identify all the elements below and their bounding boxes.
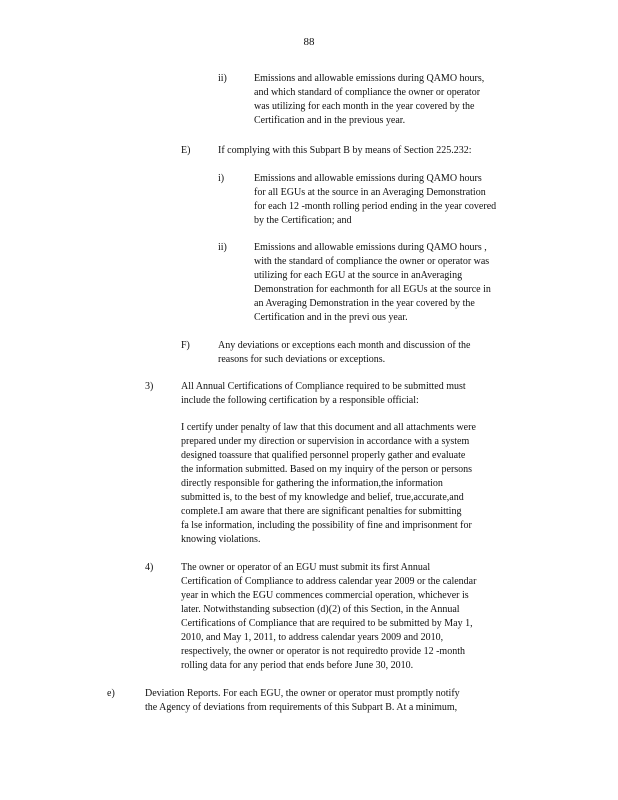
text-line: include the following certification by a responsible official:	[181, 395, 419, 406]
text-line: the information submitted. Based on my inquiry of the person or persons	[181, 464, 473, 475]
text-line: Deviation Reports. For each EGU, the owner or operator must promptly notify	[145, 688, 460, 699]
item-marker: ii)	[218, 73, 227, 84]
text-line: directly responsible for gathering the information,the information	[181, 478, 443, 489]
item-text	[181, 380, 526, 408]
text-line: reasons for such deviations or exceptions.	[218, 354, 386, 365]
text-line: If complying with this Subpart B by means of Section 225.232:	[218, 145, 472, 156]
item-marker: E)	[181, 145, 191, 156]
text-line: with the standard of compliance the owner or operator was	[254, 256, 490, 267]
item-text	[181, 561, 531, 673]
text-line: utilizing for each EGU at the source in anAveraging	[254, 270, 463, 281]
item-marker: 4)	[145, 562, 154, 573]
certification-statement	[181, 421, 531, 547]
text-line: by the Certification; and	[254, 215, 352, 226]
text-line: Demonstration for eachmonth for all EGUs at the source in	[254, 284, 491, 295]
text-line: respectively, the owner or operator is not requiredto provide 12 -month	[181, 646, 465, 657]
text-line: designed toassure that qualified personnel properly gather and evaluate	[181, 450, 466, 461]
text-line: Certification and in the previ ous year.	[254, 312, 408, 323]
item-text	[254, 241, 540, 325]
text-line: 2010, and May 1, 2011, to address calendar years 2009 and 2010,	[181, 632, 444, 643]
text-line: the Agency of deviations from requirements of this Subpart B. At a minimum,	[145, 702, 458, 713]
text-line: Certification and in the previous year.	[254, 115, 406, 126]
text-line: for all EGUs at the source in an Averaging Demonstration	[254, 187, 486, 198]
text-line: I certify under penalty of law that this document and all attachments were	[181, 422, 476, 433]
item-marker: e)	[107, 688, 115, 699]
item-marker: i)	[218, 173, 225, 184]
text-line: Emissions and allowable emissions during QAMO hours	[254, 173, 482, 184]
text-line: year in which the EGU commences commercial operation, whichever is	[181, 590, 469, 601]
item-text	[218, 339, 524, 367]
item-marker: F)	[181, 340, 190, 351]
text-line: for each 12 -month rolling period ending in the year covered	[254, 201, 497, 212]
item-text	[145, 687, 525, 715]
text-line: Certifications of Compliance that are required to be submitted by May 1,	[181, 618, 473, 629]
text-line: was utilizing for each month in the year covered by the	[254, 101, 475, 112]
text-line: Any deviations or exceptions each month and discussion of the	[218, 340, 471, 351]
text-line: The owner or operator of an EGU must submit its first Annual	[181, 562, 431, 573]
item-text	[218, 144, 528, 158]
text-line: rolling data for any period that ends before June 30, 2010.	[181, 660, 414, 671]
text-line: submitted is, to the best of my knowledge and belief, true,accurate,and	[181, 492, 464, 503]
text-line: Emissions and allowable emissions during QAMO hours,	[254, 73, 485, 84]
text-line: Certification of Compliance to address calendar year 2009 or the calendar	[181, 576, 477, 587]
text-line: complete.I am aware that there are significant penalties for submitting	[181, 506, 462, 517]
item-marker: ii)	[218, 242, 227, 253]
text-line: Emissions and allowable emissions during QAMO hours ,	[254, 242, 487, 253]
text-line: knowing violations.	[181, 534, 261, 545]
text-line: fa lse information, including the possibility of fine and imprisonment for	[181, 520, 472, 531]
item-marker: 3)	[145, 381, 154, 392]
text-line: and which standard of compliance the owner or operator	[254, 87, 481, 98]
text-line: All Annual Certifications of Compliance required to be submitted must	[181, 381, 466, 392]
text-line: prepared under my direction or supervision in accordance with a system	[181, 436, 470, 447]
item-text	[254, 172, 538, 228]
page-number: 88	[303, 36, 315, 48]
text-line: an Averaging Demonstration in the year covered by the	[254, 298, 475, 309]
text-line: later. Notwithstanding subsection (d)(2) of this Section, in the Annual	[181, 604, 460, 615]
item-text	[254, 72, 526, 128]
